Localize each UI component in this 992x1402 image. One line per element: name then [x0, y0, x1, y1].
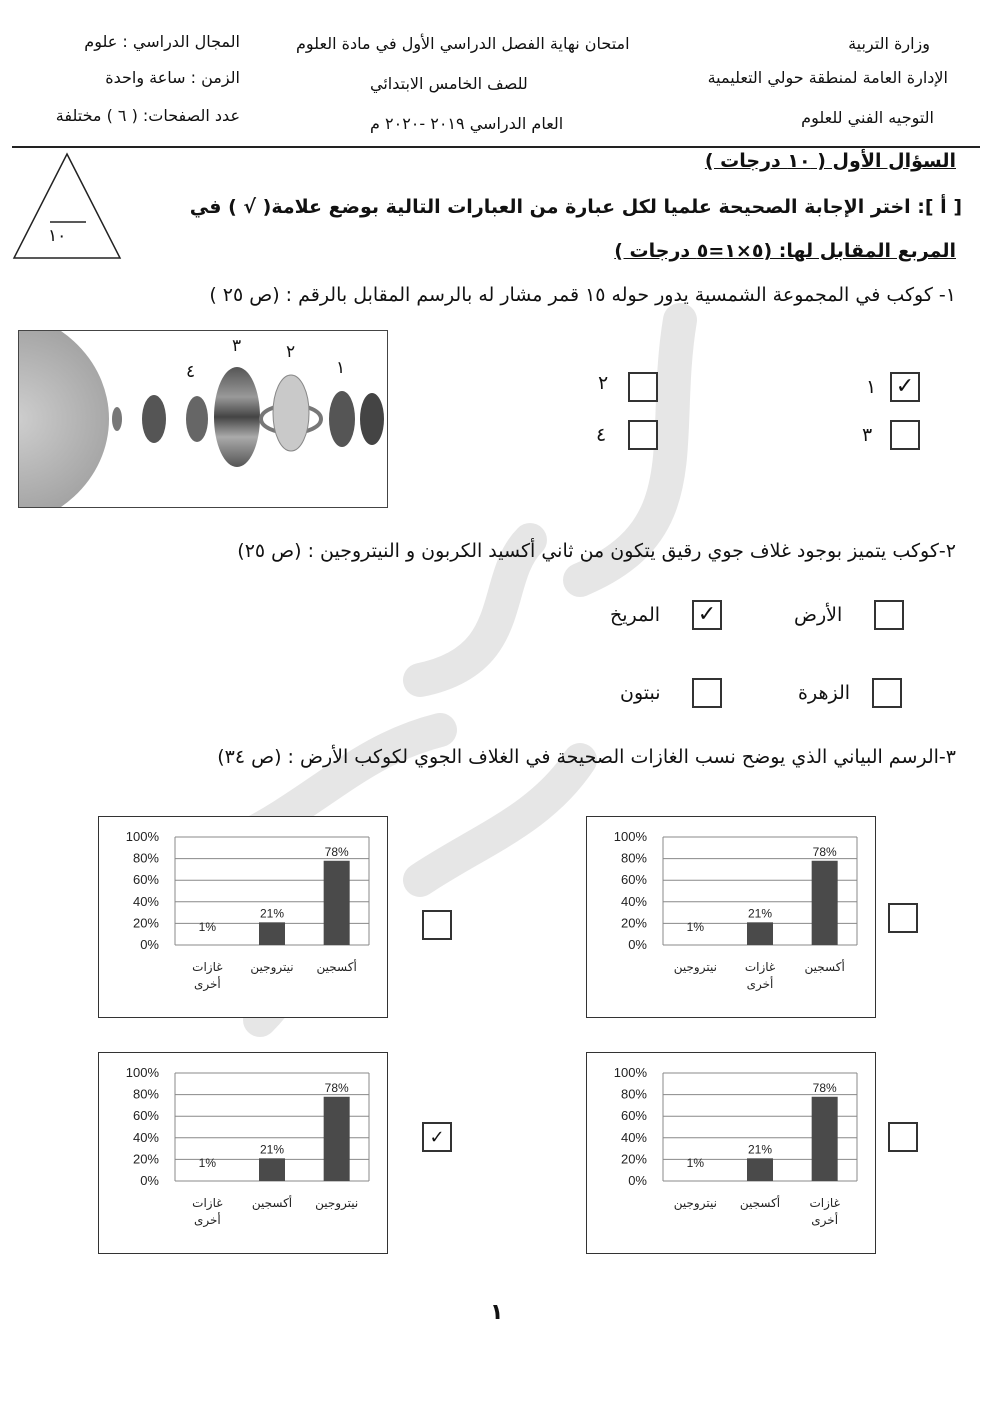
planet-1: [329, 391, 355, 447]
item1-option-label-1: ١: [866, 376, 877, 398]
y-tick-label: 60%: [620, 872, 647, 888]
planet-label-1: ١: [336, 358, 346, 378]
y-tick-label: 40%: [620, 893, 647, 909]
check-icon: ✓: [697, 602, 717, 627]
x-category-label: غازات: [744, 960, 776, 974]
page-number: ١: [490, 1300, 504, 1325]
y-tick-label: 60%: [132, 872, 159, 888]
grade-name: للصف الخامس الابتدائي: [370, 74, 528, 93]
data-label: 78%: [324, 844, 349, 859]
item2-checkbox-earth[interactable]: [874, 600, 904, 630]
y-tick-label: 40%: [132, 893, 159, 909]
chart-checkbox-bottom-left[interactable]: [422, 1122, 452, 1152]
x-category-label: أخرى: [811, 1213, 839, 1227]
planet-venus: [142, 395, 166, 443]
item2-checkbox-mars[interactable]: [692, 600, 722, 630]
chart-checkbox-bottom-right[interactable]: [888, 1122, 918, 1152]
chart-svg: [99, 817, 387, 1017]
planet-label-2: ٢: [286, 342, 296, 362]
x-category-label: أخرى: [746, 977, 774, 991]
bar: [747, 1158, 773, 1181]
chart-checkbox-top-left[interactable]: [422, 910, 452, 940]
planet-2: [273, 375, 309, 451]
item1-option-label-3: ٣: [862, 424, 873, 446]
y-tick-label: 80%: [132, 1086, 159, 1102]
sun: [19, 331, 109, 507]
question-title: السؤال الأول ( ١٠ درجات ): [704, 150, 956, 172]
data-label: 1%: [198, 920, 217, 934]
data-label: 21%: [259, 906, 285, 921]
item2-checkbox-venus[interactable]: [872, 678, 902, 708]
x-category-label: أكسجين: [251, 1196, 293, 1210]
planet-earth: [186, 396, 208, 442]
y-tick-label: 60%: [620, 1108, 647, 1124]
exam-duration: الزمن : ساعة واحدة: [105, 68, 240, 87]
y-tick-label: 0%: [628, 1173, 647, 1188]
y-tick-label: 60%: [132, 1108, 159, 1124]
y-tick-label: 20%: [132, 915, 159, 931]
exam-title: امتحان نهاية الفصل الدراسي الأول في مادة العلوم: [296, 34, 630, 53]
ministry-name: وزارة التربية: [848, 34, 930, 53]
guidance-name: التوجيه الفني للعلوم: [801, 108, 934, 127]
x-category-label: نيتروجين: [673, 1196, 717, 1210]
bar: [259, 1158, 285, 1181]
chart-bottom-left: [98, 1052, 388, 1254]
x-category-label: غازات: [192, 1196, 223, 1210]
y-tick-label: 100%: [613, 1065, 647, 1080]
y-tick-label: 80%: [620, 850, 647, 866]
data-label: 78%: [324, 1080, 349, 1095]
x-category-label: نيتروجين: [315, 1196, 359, 1210]
instructions-line1: [ أ ]: اختر الإجابة الصحيحة علميا لكل عبارة من العبارات التالية بوضع علامة( √ ) في: [189, 196, 962, 218]
chart-top-left: [98, 816, 388, 1018]
data-label: 21%: [259, 1142, 285, 1157]
bar: [812, 1097, 838, 1181]
x-category-label: أخرى: [193, 1213, 221, 1227]
chart-checkbox-top-right[interactable]: [888, 903, 918, 933]
planet-4: [214, 367, 260, 467]
item2-checkbox-neptune[interactable]: [692, 678, 722, 708]
item1-checkbox-4[interactable]: [628, 420, 658, 450]
y-tick-label: 20%: [132, 1151, 159, 1167]
y-tick-label: 0%: [140, 1173, 159, 1188]
directorate-name: الإدارة العامة لمنطقة حولي التعليمية: [707, 68, 948, 87]
check-icon: ✓: [429, 1127, 445, 1148]
planet-mercury: [112, 407, 122, 431]
subject-field: المجال الدراسي : علوم: [84, 32, 240, 51]
y-tick-label: 100%: [125, 829, 159, 844]
x-category-label: نيتروجين: [673, 960, 717, 974]
score-triangle: [10, 150, 125, 262]
chart-svg: [587, 1053, 875, 1253]
header-divider: [12, 146, 980, 148]
data-label: 21%: [747, 1142, 773, 1157]
data-label: 21%: [747, 906, 773, 921]
instructions-line2: المربع المقابل لها: (٥×١=٥ درجات ): [614, 240, 956, 262]
x-category-label: أكسجين: [804, 960, 845, 974]
check-icon: ✓: [895, 374, 915, 399]
planet-label-3: ٣: [232, 336, 242, 356]
y-tick-label: 40%: [132, 1129, 159, 1145]
bar: [812, 861, 838, 945]
data-label: 1%: [686, 1156, 705, 1170]
school-year: العام الدراسي ٢٠١٩ -٢٠٢٠ م: [370, 114, 564, 133]
solar-system-image: [18, 330, 388, 508]
item3-text: ٣-الرسم البياني الذي يوضح نسب الغازات الصحيحة في الغلاف الجوي لكوكب الأرض : (ص ٣٤): [217, 746, 956, 768]
y-tick-label: 0%: [628, 937, 647, 952]
y-tick-label: 0%: [140, 937, 159, 952]
planet-label-4: ٤: [186, 362, 196, 382]
item1-checkbox-1[interactable]: [890, 372, 920, 402]
bar: [324, 1097, 350, 1181]
x-category-label: نيتروجين: [250, 960, 294, 974]
y-tick-label: 20%: [620, 1151, 647, 1167]
planet-neptune: [360, 393, 384, 445]
item2-text: ٢-كوكب يتميز بوجود غلاف جوي رقيق يتكون من ثاني أكسيد الكربون و النيتروجين : (ص ٢٥): [237, 540, 956, 562]
x-category-label: أخرى: [193, 977, 221, 991]
item2-option-label-mars: المريخ: [610, 604, 661, 626]
data-label: 78%: [812, 1080, 837, 1095]
x-category-label: أكسجين: [316, 960, 357, 974]
data-label: 1%: [198, 1156, 217, 1170]
item1-checkbox-3[interactable]: [890, 420, 920, 450]
y-tick-label: 100%: [125, 1065, 159, 1080]
data-label: 1%: [686, 920, 705, 934]
chart-svg: [99, 1053, 387, 1253]
x-category-label: أكسجين: [739, 1196, 781, 1210]
y-tick-label: 80%: [620, 1086, 647, 1102]
item1-checkbox-2[interactable]: [628, 372, 658, 402]
x-category-label: غازات: [809, 1196, 840, 1210]
y-tick-label: 80%: [132, 850, 159, 866]
page-count: عدد الصفحات: ( ٦ ) مختلفة: [55, 106, 240, 125]
chart-svg: [587, 817, 875, 1017]
score-value: ١٠: [48, 226, 67, 246]
item2-option-label-venus: الزهرة: [798, 682, 851, 704]
chart-top-right: [586, 816, 876, 1018]
bar: [747, 922, 773, 945]
bar: [259, 922, 285, 945]
item2-option-label-neptune: نبتون: [620, 682, 661, 704]
item1-option-label-2: ٢: [598, 372, 609, 394]
y-tick-label: 100%: [613, 829, 647, 844]
x-category-label: غازات: [192, 960, 223, 974]
data-label: 78%: [812, 844, 837, 859]
bar: [324, 861, 350, 945]
y-tick-label: 40%: [620, 1129, 647, 1145]
chart-bottom-right: [586, 1052, 876, 1254]
item2-option-label-earth: الأرض: [794, 604, 843, 626]
item1-text: ١- كوكب في المجموعة الشمسية يدور حوله ١٥ قمر مشار له بالرسم المقابل بالرقم : (ص ٢٥ ): [209, 284, 956, 306]
item1-option-label-4: ٤: [596, 424, 607, 446]
y-tick-label: 20%: [620, 915, 647, 931]
